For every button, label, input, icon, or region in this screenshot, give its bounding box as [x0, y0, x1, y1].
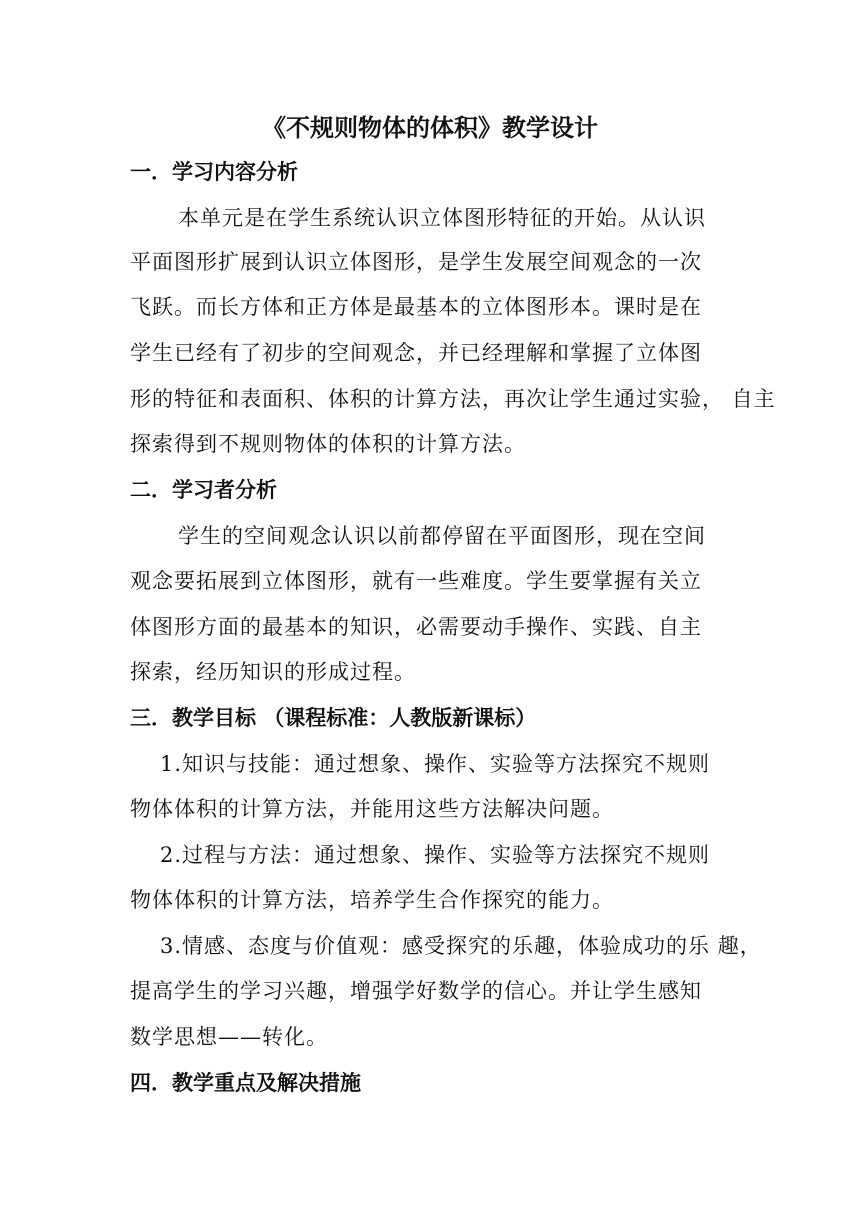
section-heading-4: 四．教学重点及解决措施 — [130, 1071, 361, 1095]
paragraph-line: 平面图形扩展到认识立体图形，是学生发展空间观念的一次 — [130, 250, 702, 274]
objective-line: 3.情感、态度与价值观：感受探究的乐趣，体验成功的乐 趣， — [160, 934, 762, 958]
objective-line: 物体体积的计算方法，并能用这些方法解决问题。 — [130, 797, 614, 821]
paragraph-line: 学生的空间观念认识以前都停留在平面图形，现在空间 — [178, 524, 706, 548]
paragraph-line: 探索，经历知识的形成过程。 — [130, 660, 416, 684]
paragraph-line: 形的特征和表面积、体积的计算方法，再次让学生通过实验， 自主 — [130, 387, 776, 411]
objective-line: 物体体积的计算方法，培养学生合作探究的能力。 — [130, 888, 614, 912]
paragraph-line: 学生已经有了初步的空间观念，并已经理解和掌握了立体图 — [130, 341, 702, 365]
paragraph-line: 观念要拓展到立体图形，就有一些难度。学生要掌握有关立 — [130, 569, 702, 593]
paragraph-line: 体图形方面的最基本的知识，必需要动手操作、实践、自主 — [130, 615, 702, 639]
objective-line: 2.过程与方法：通过想象、操作、实验等方法探究不规则 — [160, 843, 711, 867]
objective-line: 提高学生的学习兴趣，增强学好数学的信心。并让学生感知 — [130, 979, 702, 1003]
paragraph-line: 本单元是在学生系统认识立体图形特征的开始。从认识 — [178, 206, 706, 230]
section-heading-2: 二．学习者分析 — [130, 478, 277, 502]
objective-line: 数学思想——转化。 — [130, 1025, 328, 1049]
objective-line: 1.知识与技能：通过想象、操作、实验等方法探究不规则 — [160, 752, 711, 776]
section-heading-3: 三．教学目标 （课程标准：人教版新课标） — [130, 706, 537, 730]
paragraph-line: 飞跃。而长方体和正方体是最基本的立体图形本。课时是在 — [130, 295, 702, 319]
section-heading-1: 一．学习内容分析 — [130, 160, 298, 184]
paragraph-line: 探索得到不规则物体的体积的计算方法。 — [130, 432, 526, 456]
document-title: 《不规则物体的体积》教学设计 — [262, 114, 598, 142]
